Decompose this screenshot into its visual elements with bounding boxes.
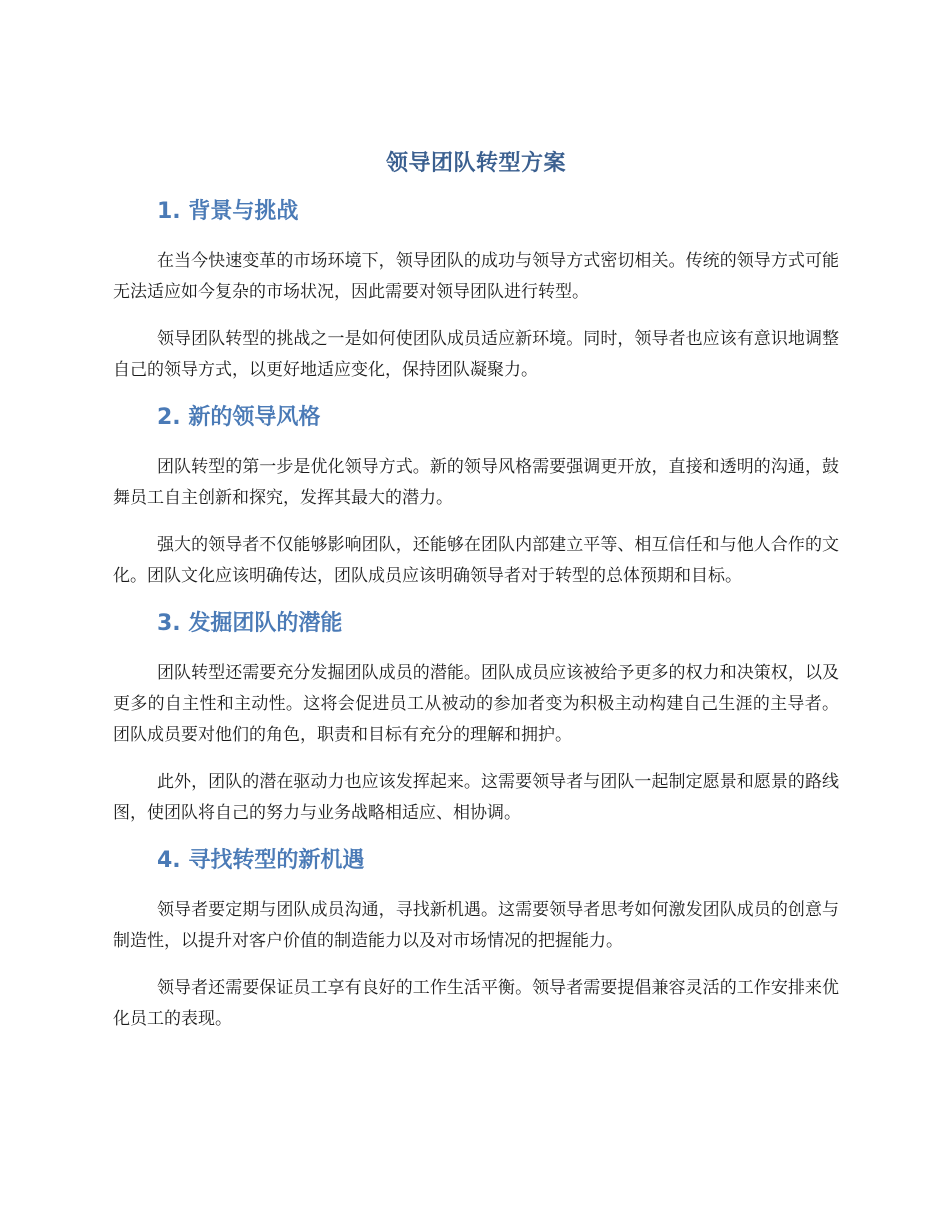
paragraph: 领导者还需要保证员工享有良好的工作生活平衡。领导者需要提倡兼容灵活的工作安排来优化员工的表现。	[113, 978, 839, 1029]
document-title: 领导团队转型方案	[385, 151, 566, 176]
section-new-opportunities	[113, 845, 839, 1035]
paragraph: 此外，团队的潜在驱动力也应该发挥起来。这需要领导者与团队一起制定愿景和愿景的路线图，使团队将自己的努力与业务战略相适应、相协调。	[113, 772, 839, 823]
section-team-potential	[113, 608, 839, 829]
section-heading: 2. 新的领导风格	[157, 405, 321, 430]
paragraph: 强大的领导者不仅能够影响团队，还能够在团队内部建立平等、相互信任和与他人合作的文化。团队文化应该明确传达，团队成员应该明确领导者对于转型的总体预期和目标。	[113, 535, 839, 586]
section-new-leadership-style	[113, 402, 839, 592]
paragraph: 团队转型还需要充分发掘团队成员的潜能。团队成员应该被给予更多的权力和决策权，以及更多的自主性和主动性。这将会促进员工从被动的参加者变为积极主动构建自己生涯的主导者。团队成员要对他们的角色，职责和目标有充分的理解和拥护。	[113, 663, 839, 745]
section-heading: 3. 发掘团队的潜能	[157, 611, 343, 636]
paragraph: 领导者要定期与团队成员沟通，寻找新机遇。这需要领导者思考如何激发团队成员的创意与制造性，以提升对客户价值的制造能力以及对市场情况的把握能力。	[113, 900, 839, 951]
section-background-challenges	[113, 196, 839, 386]
paragraph: 在当今快速变革的市场环境下，领导团队的成功与领导方式密切相关。传统的领导方式可能无法适应如今复杂的市场状况，因此需要对领导团队进行转型。	[113, 251, 839, 302]
section-heading: 4. 寻找转型的新机遇	[157, 848, 365, 873]
paragraph: 团队转型的第一步是优化领导方式。新的领导风格需要强调更开放，直接和透明的沟通，鼓舞员工自主创新和探究，发挥其最大的潜力。	[113, 457, 839, 508]
section-heading: 1. 背景与挑战	[157, 199, 299, 224]
paragraph: 领导团队转型的挑战之一是如何使团队成员适应新环境。同时，领导者也应该有意识地调整自己的领导方式，以更好地适应变化，保持团队凝聚力。	[113, 329, 839, 380]
document-content	[113, 148, 839, 1051]
